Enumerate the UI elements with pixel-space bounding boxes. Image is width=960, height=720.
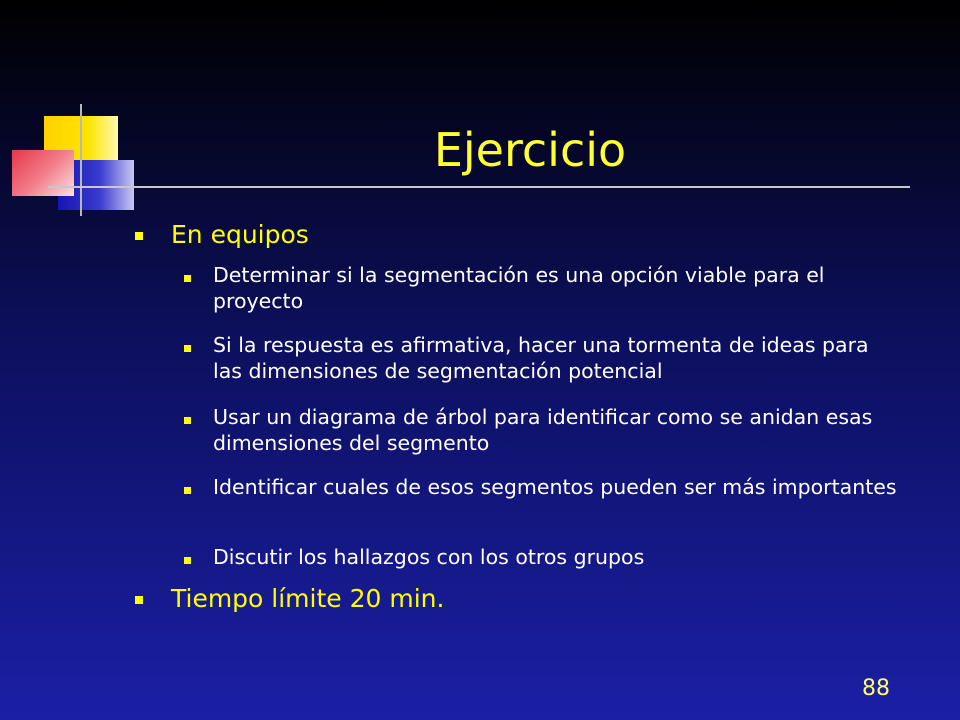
square-bullet-icon [135, 596, 143, 604]
square-bullet-icon [184, 557, 191, 564]
bullet-text: Determinar si la segmentación es una opción viable para el proyecto [213, 263, 825, 313]
square-bullet-icon [184, 275, 191, 282]
vertical-divider-line [80, 104, 82, 216]
bullet-text: Discutir los hallazgos con los otros grupos [213, 545, 645, 569]
square-bullet-icon [184, 487, 191, 494]
square-bullet-icon [135, 232, 143, 240]
red-square-decoration [12, 150, 74, 196]
page-number: 88 [862, 676, 890, 701]
bullet-text: Si la respuesta es afirmativa, hacer una tormenta de ideas para las dimensiones de segmentación potencial [213, 333, 869, 383]
bullet-text: Usar un diagrama de árbol para identificar como se anidan esas dimensiones del segmento [213, 405, 873, 455]
square-bullet-icon [184, 345, 191, 352]
bullet-text: Identificar cuales de esos segmentos pueden ser más importantes [213, 475, 897, 499]
bullet-text: En equipos [171, 220, 309, 249]
title-underline [48, 186, 910, 188]
bullet-text: Tiempo límite 20 min. [171, 584, 445, 613]
slide-title: Ejercicio [433, 123, 627, 177]
square-bullet-icon [184, 417, 191, 424]
